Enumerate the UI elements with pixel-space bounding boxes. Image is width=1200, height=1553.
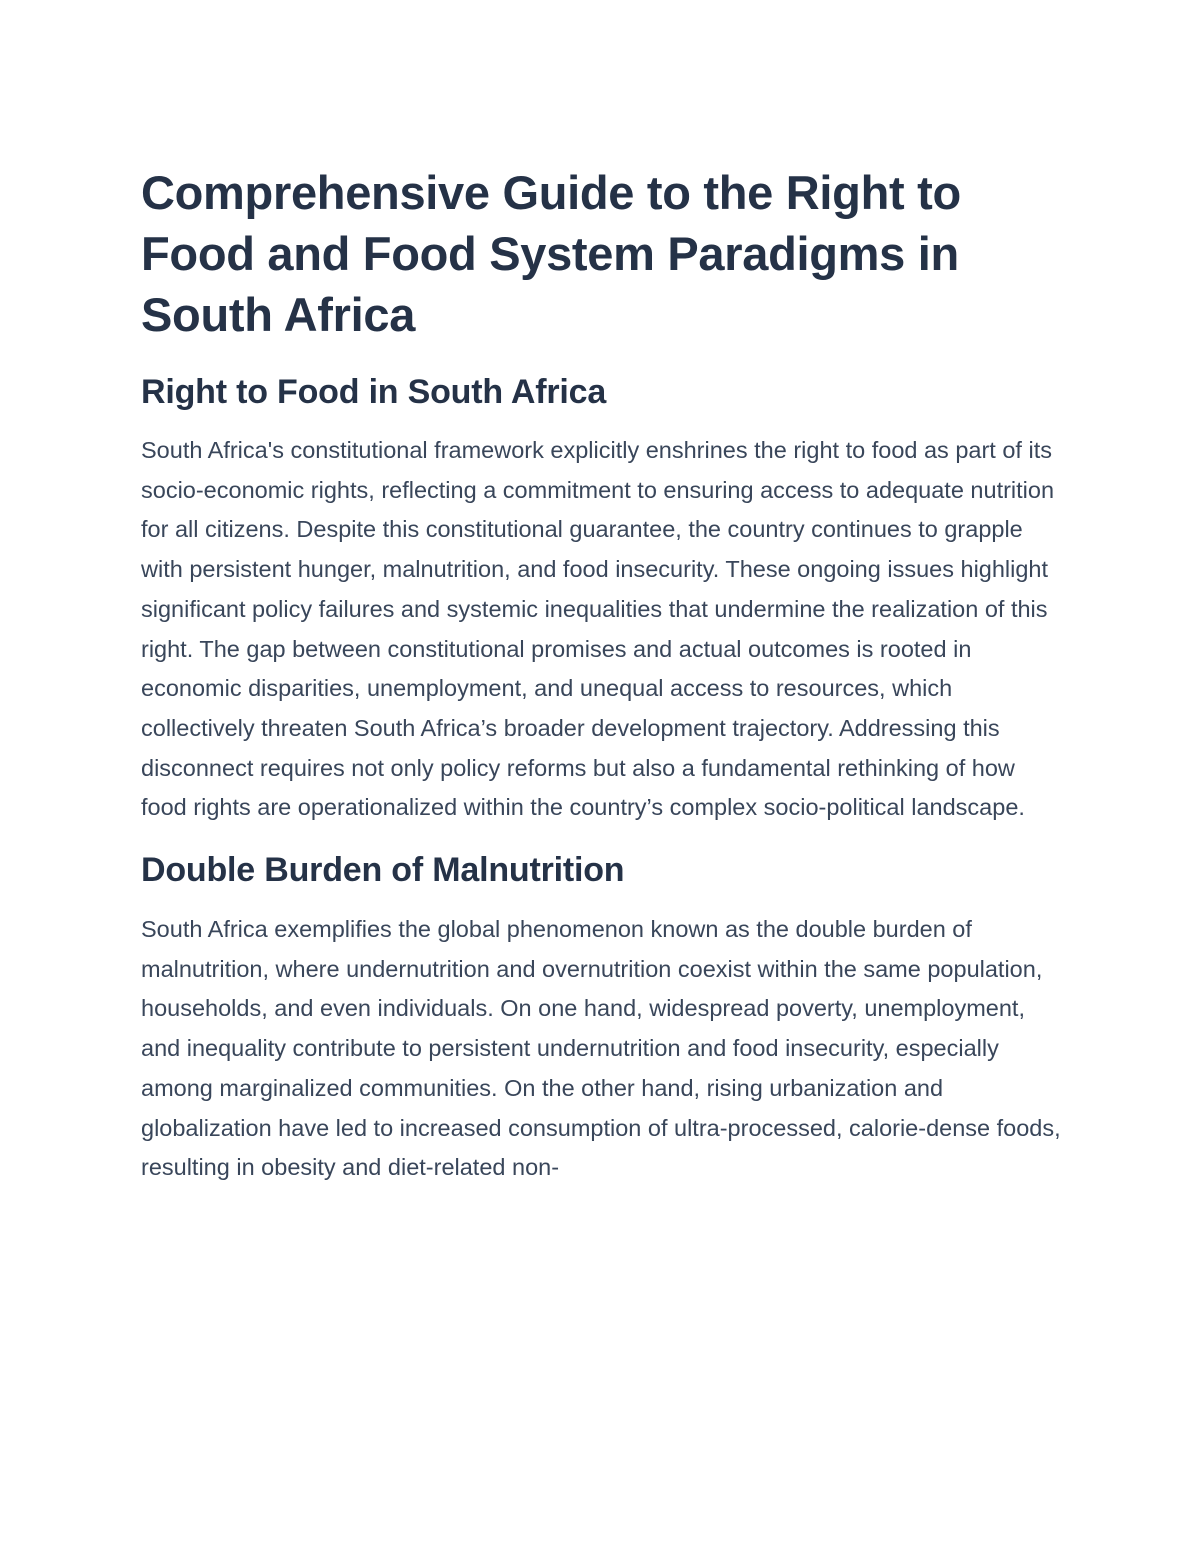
section-heading-right-to-food: Right to Food in South Africa xyxy=(141,373,607,411)
section-heading-double-burden: Double Burden of Malnutrition xyxy=(141,851,625,890)
section-paragraph-right-to-food: South Africa's constitutional framework explicitly enshrines the right to food as part of its socio-economic rights, reflecting a commitment to ensuring access to adequate nutrition for all citizens. Despite this constitutional guarantee, the country continues to grapple with persistent hunger, malnutrition, and food insecurity. These ongoing issues highlight significant policy failures and systemic inequalities that undermine the realization of this right. The gap between constitutional promises and actual outcomes is rooted in economic disparities, unemployment, and unequal access to resources, which collectively threaten South Africa’s broader development trajectory. Addressing this disconnect requires not only policy reforms but also a fundamental rethinking of how food rights are operationalized within the country’s complex socio-political landscape. xyxy=(141,437,1055,821)
document-body xyxy=(141,162,1061,1188)
section-paragraph-double-burden: South Africa exemplifies the global phenomenon known as the double burden of malnutrition, where undernutrition and overnutrition coexist within the same population, households, and even individuals. On one hand, widespread poverty, unemployment, and inequality contribute to persistent undernutrition and food insecurity, especially among marginalized communities. On the other hand, rising urbanization and globalization have led to increased consumption of ultra-processed, calorie-dense foods, resulting in obesity and diet-related non- xyxy=(141,916,1061,1181)
document-title: Comprehensive Guide to the Right to Food and Food System Paradigms in South Africa xyxy=(141,166,961,341)
